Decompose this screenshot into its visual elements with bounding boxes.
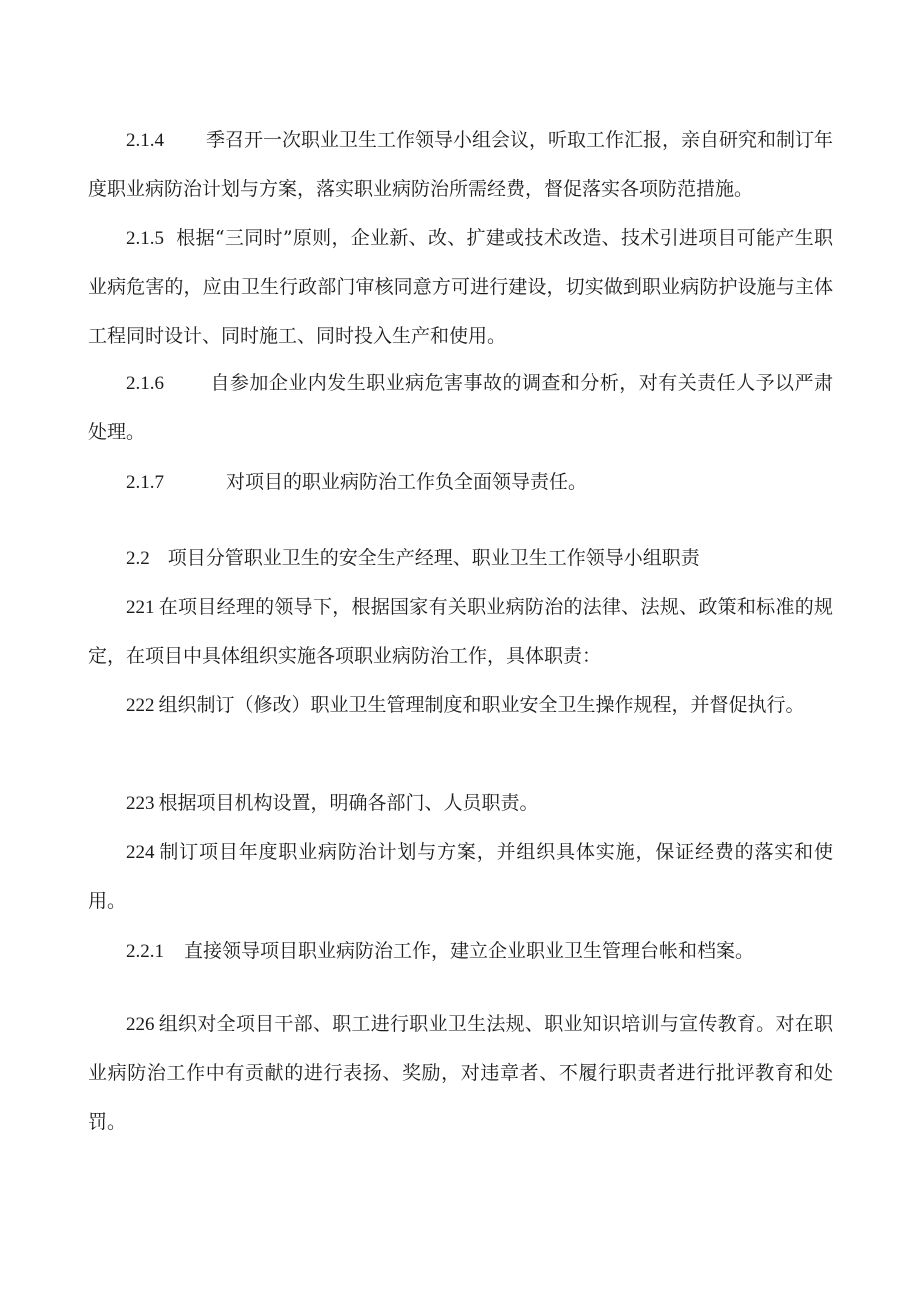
paragraph-223: [88, 779, 833, 828]
clause-number: 223: [126, 793, 155, 814]
clause-number: 2.1.5: [126, 228, 164, 249]
clause-number: 2.1.4: [126, 130, 164, 151]
clause-text: 直接领导项目职业病防治工作，建立企业职业卫生管理台帐和档案。: [184, 940, 755, 962]
clause-text: 组织制订（修改）职业卫生管理制度和职业安全卫生操作规程，并督促执行。: [158, 694, 805, 716]
paragraph-222: [88, 681, 833, 730]
section-heading-2-2: [88, 534, 833, 583]
clause-text: 组织对全项目干部、职工进行职业卫生法规、职业知识培训与宣传教育。对在职业病防治工作中有贡献的进行表扬、奖励，对违章者、不履行职责者进行批评教育和处罚。: [88, 1013, 833, 1133]
clause-number: 224: [126, 842, 155, 863]
clause-text: 根据“三同时”原则，企业新、改、扩建或技术改造、技术引进项目可能产生职业病危害的，应由卫生行政部门审核同意方可进行建设，切实做到职业病防护设施与主体工程同时设计、同时施工、同时投入生产和使用。: [88, 227, 833, 347]
paragraph-2-1-5: [88, 214, 833, 361]
paragraph-2-2-1: [88, 927, 833, 976]
clause-text: 根据项目机构设置，明确各部门、人员职责。: [158, 792, 539, 814]
clause-number: 2.1.6: [126, 373, 164, 394]
clause-text: 制订项目年度职业病防治计划与方案，并组织具体实施，保证经费的落实和使用。: [88, 841, 833, 912]
clause-text: 自参加企业内发生职业病危害事故的调查和分析，对有关责任人予以严肃处理。: [88, 372, 833, 443]
paragraph-221: [88, 583, 833, 681]
clause-text: 季召开一次职业卫生工作领导小组会议，听取工作汇报，亲自研究和制订年度职业病防治计划与方案，落实职业病防治所需经费，督促落实各项防范措施。: [88, 129, 834, 200]
clause-number: 2.1.7: [126, 472, 164, 493]
clause-number: 2.2.1: [126, 941, 164, 962]
clause-number: 221: [126, 597, 155, 618]
paragraph-2-1-4: [88, 116, 833, 214]
section-title: 项目分管职业卫生的安全生产经理、职业卫生工作领导小组职责: [167, 547, 700, 569]
clause-text: 对项目的职业病防治工作负全面领导责任。: [226, 471, 588, 493]
paragraph-224: [88, 828, 833, 926]
paragraph-2-1-6: [88, 359, 833, 457]
section-number: 2.2: [126, 548, 150, 569]
paragraph-2-1-7: [88, 458, 833, 507]
clause-number: 226: [126, 1014, 155, 1035]
clause-text: 在项目经理的领导下，根据国家有关职业病防治的法律、法规、政策和标准的规定，在项目中具体组织实施各项职业病防治工作，具体职责：: [88, 596, 833, 667]
paragraph-226: [88, 1000, 833, 1147]
clause-number: 222: [126, 695, 155, 716]
